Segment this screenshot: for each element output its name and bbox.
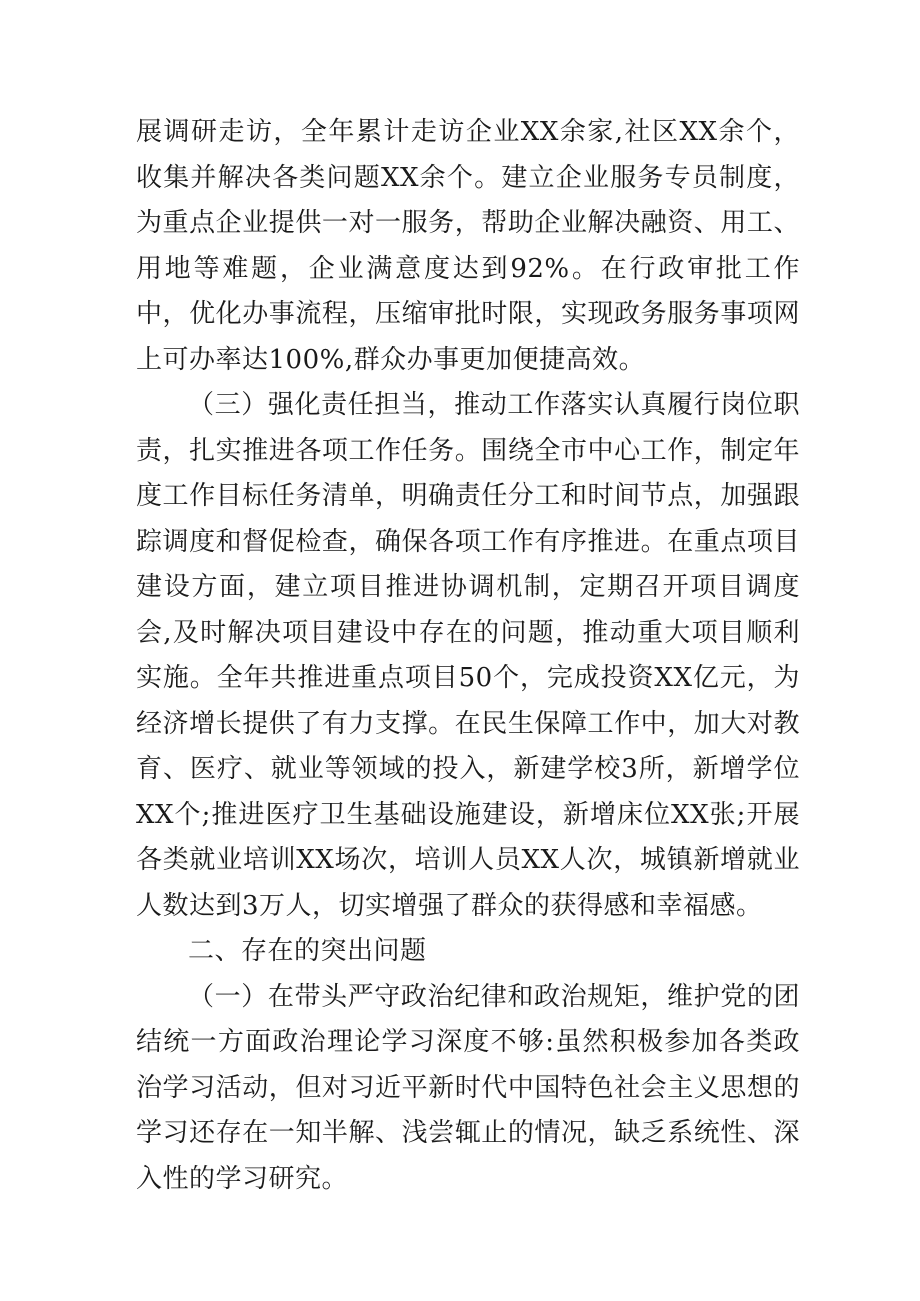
paragraph-continued: 展调研走访，全年累计走访企业XX余家,社区XX余个，收集并解决各类问题XX余个。建立企业服务专员制度，为重点企业提供一对一服务，帮助企业解决融资、用工、用地等难题，企业满意度达到92%。在行政审批工作中，优化办事流程，压缩审批时限，实现政务服务事项网上可办率达100%,群众办事更加便捷高效。 (136, 117, 800, 375)
paragraph-section-three: （三）强化责任担当，推动工作落实认真履行岗位职责，扎实推进各项工作任务。围绕全市中心工作，制定年度工作目标任务清单，明确责任分工和时间节点，加强跟踪调度和督促检查，确保各项工作有序推进。在重点项目建设方面，建立项目推进协调机制，定期召开项目调度会,及时解决项目建设中存在的问题，推动重大项目顺利实施。全年共推进重点项目50个，完成投资XX亿元，为经济增长提供了有力支撑。在民生保障工作中，加大对教育、医疗、就业等领域的投入，新建学校3所，新增学位XX个;推进医疗卫生基础设施建设，新增床位XX张;开展各类就业培训XX场次，培训人员XX人次，城镇新增就业人数达到3万人，切实增强了群众的获得感和幸福感。 (136, 390, 800, 921)
document-body (136, 110, 800, 1202)
section-heading: 二、存在的突出问题 (188, 936, 427, 966)
paragraph-issue-one: （一）在带头严守政治纪律和政治规矩，维护党的团结统一方面政治理论学习深度不够:虽然积极参加各类政治学习活动，但对习近平新时代中国特色社会主义思想的学习还存在一知半解、浅尝辄止的情况，缺乏系统性、深入性的学习研究。 (136, 981, 800, 1194)
